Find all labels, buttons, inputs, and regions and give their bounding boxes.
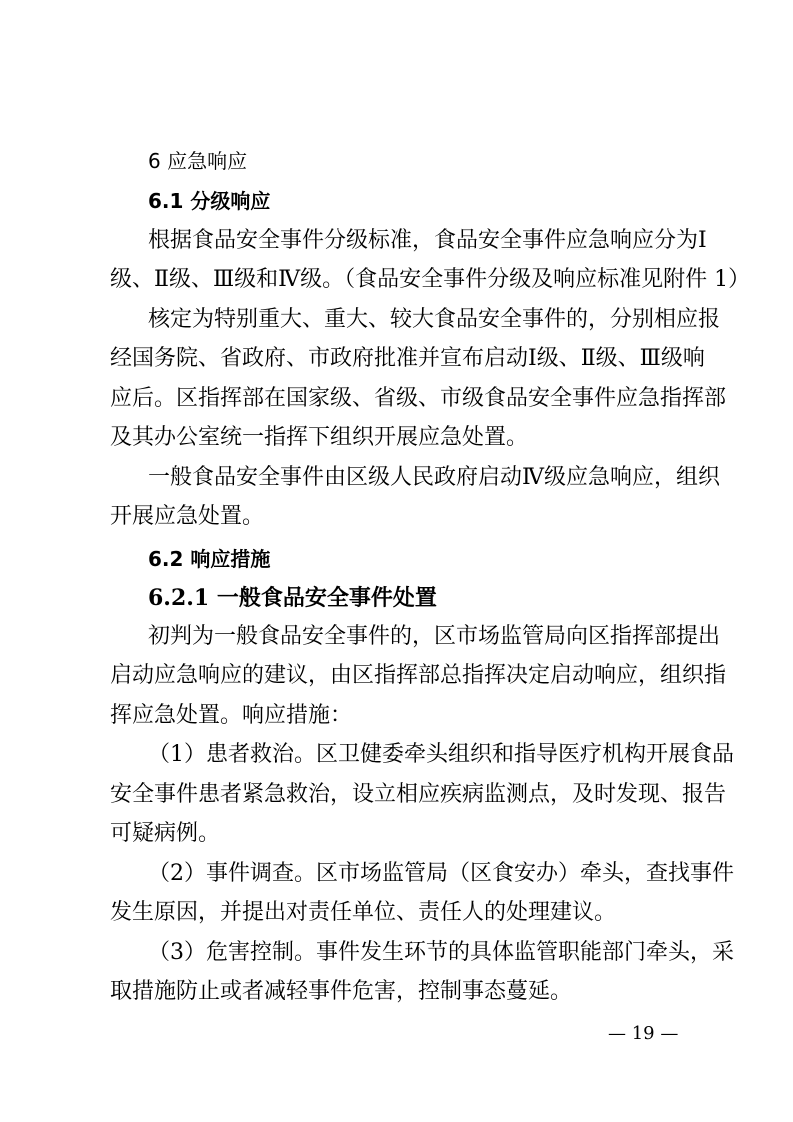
paragraph-line: （3）危害控制。事件发生环节的具体监管职能部门牵头，采 [148,940,734,965]
paragraph-line: 启动应急响应的建议，由区指挥部总指挥决定启动响应，组织指 [110,663,727,688]
paragraph-line: 取措施防止或者减轻事件危害，控制事态蔓延。 [110,979,573,1004]
page-number: — 19 — [608,1023,679,1044]
paragraph-line: 安全事件患者紧急救治，设立相应疾病监测点，及时发现、报告 [110,782,727,807]
heading-graded-response: 6.1 分级响应 [148,189,271,213]
paragraph-line: 初判为一般食品安全事件的，区市场监管局向区指挥部提出 [148,624,721,649]
paragraph-line: 发生原因，并提出对责任单位、责任人的处理建议。 [110,900,617,925]
paragraph-line: 核定为特别重大、重大、较大食品安全事件的，分别相应报 [148,307,721,332]
paragraph-line: 开展应急处置。 [110,504,265,529]
paragraph-line: 根据食品安全事件分级标准，食品安全事件应急响应分为Ⅰ [148,228,707,253]
heading-general-incident-handling: 6.2.1 一般食品安全事件处置 [148,585,437,611]
paragraph-line: 一般食品安全事件由区级人民政府启动Ⅳ级应急响应，组织 [148,465,720,490]
heading-emergency-response: 6 应急响应 [148,149,248,173]
paragraph-line: 经国务院、省政府、市政府批准并宣布启动Ⅰ级、Ⅱ级、Ⅲ级响 [110,346,705,371]
paragraph-line: 级、Ⅱ级、Ⅲ级和Ⅳ级。（食品安全事件分级及响应标准见附件 1） [110,267,751,292]
paragraph-line: 应后。区指挥部在国家级、省级、市级食品安全事件应急指挥部 [110,386,727,411]
paragraph-line: 可疑病例。 [110,821,221,846]
paragraph-line: 及其办公室统一指挥下组织开展应急处置。 [110,425,529,450]
paragraph-line: （1）患者救治。区卫健委牵头组织和指导医疗机构开展食品 [148,742,734,767]
paragraph-line: 挥应急处置。响应措施： [110,703,353,728]
paragraph-line: （2）事件调查。区市场监管局（区食安办）牵头，查找事件 [148,861,734,886]
heading-response-measures: 6.2 响应措施 [148,547,271,571]
